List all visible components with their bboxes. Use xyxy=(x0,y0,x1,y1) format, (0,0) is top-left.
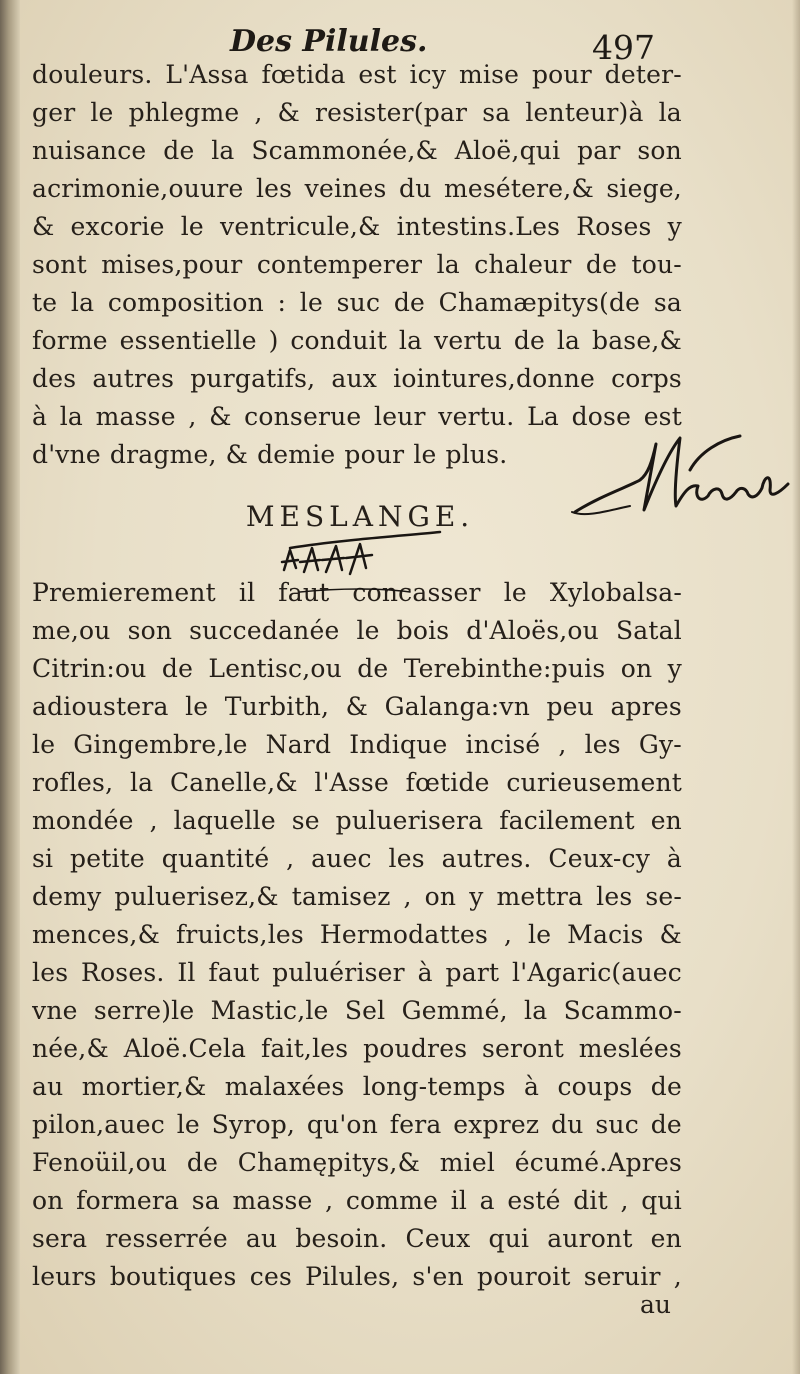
word: pour xyxy=(344,440,405,469)
word: est xyxy=(358,60,397,89)
word: ces xyxy=(249,1262,292,1291)
word: puluerisera xyxy=(335,806,484,835)
word: Scammonée,& xyxy=(251,136,438,165)
text-line xyxy=(32,958,682,996)
word: y xyxy=(667,654,682,683)
word: dragme, xyxy=(109,440,217,469)
word: purgatifs, xyxy=(190,364,316,393)
word: mortier,& xyxy=(81,1072,207,1101)
word: sa xyxy=(191,1186,220,1215)
word: le xyxy=(356,616,380,645)
word: Mastic,le xyxy=(210,996,329,1025)
word: & xyxy=(345,692,369,721)
word: Chamæpitys(de xyxy=(438,288,641,317)
word: de xyxy=(163,136,195,165)
word: d'vne xyxy=(32,440,101,469)
word: Ceux-cy xyxy=(548,844,651,873)
word: née,& xyxy=(32,1034,109,1063)
word: & xyxy=(209,402,232,431)
word: la xyxy=(129,768,154,797)
word: meslées xyxy=(578,1034,682,1063)
word: tamisez xyxy=(291,882,391,911)
word: s'en xyxy=(412,1262,464,1291)
word: dose xyxy=(571,402,632,431)
word: corps xyxy=(611,364,682,393)
running-title: Des Pilules. xyxy=(230,24,428,59)
word: : xyxy=(277,288,287,317)
catchword: au xyxy=(640,1290,672,1319)
word: fera xyxy=(389,1110,442,1139)
word: les xyxy=(388,844,425,873)
word: qu'on xyxy=(306,1110,378,1139)
text-line xyxy=(32,98,682,136)
word: comme xyxy=(345,1186,439,1215)
word: Chamępitys,& xyxy=(237,1148,421,1177)
word: fœtide xyxy=(405,768,490,797)
word: en xyxy=(650,1224,682,1253)
text-line xyxy=(32,402,682,440)
text-line xyxy=(32,1034,682,1072)
text-line xyxy=(32,1186,682,1224)
word: & xyxy=(277,98,300,127)
word: Premierement xyxy=(32,578,216,607)
word: nuisance xyxy=(32,136,147,165)
word: d'Aloës,ou xyxy=(466,616,599,645)
text-line xyxy=(32,136,682,174)
word: on xyxy=(32,1186,64,1215)
word: par xyxy=(577,136,621,165)
word: de xyxy=(513,326,546,355)
word: ger xyxy=(32,98,76,127)
word: demie xyxy=(257,440,336,469)
word: excorie xyxy=(70,212,165,241)
word: puluerisez,& xyxy=(114,882,279,911)
word: incisé xyxy=(465,730,541,759)
word: Citrin:ou xyxy=(32,654,147,683)
word: faut xyxy=(278,578,330,607)
page-number: 497 xyxy=(592,28,655,67)
word: la xyxy=(70,288,95,317)
word: Gingembre,le xyxy=(73,730,248,759)
word: masse xyxy=(232,1186,313,1215)
word: & xyxy=(659,920,682,949)
word: sont xyxy=(32,250,87,279)
word: pouroit xyxy=(477,1262,571,1291)
word: te xyxy=(32,288,58,317)
word: veines xyxy=(304,174,387,203)
word: douleurs. xyxy=(32,60,153,89)
word: mettra xyxy=(496,882,584,911)
word: le xyxy=(176,1110,200,1139)
text-line xyxy=(32,806,682,844)
word: coups xyxy=(557,1072,633,1101)
word: dit xyxy=(573,1186,608,1215)
word: demy xyxy=(32,882,102,911)
word: sa xyxy=(653,288,682,317)
word: siege, xyxy=(606,174,682,203)
word: Satal xyxy=(615,616,682,645)
word: , xyxy=(286,844,295,873)
word: aux xyxy=(331,364,378,393)
word: base,& xyxy=(591,326,682,355)
text-line xyxy=(32,212,682,250)
word: Fenoüil,ou xyxy=(32,1148,168,1177)
text-line xyxy=(32,578,682,616)
text-line xyxy=(32,692,682,730)
word: , xyxy=(188,402,197,431)
word: Syrop, xyxy=(211,1110,296,1139)
word: Il xyxy=(177,958,196,987)
word: de xyxy=(393,288,426,317)
word: , xyxy=(558,730,567,759)
word: Canelle,& xyxy=(169,768,298,797)
word: son xyxy=(127,616,173,645)
word: puluériser xyxy=(272,958,405,987)
word: contemperer xyxy=(256,250,423,279)
word: auront xyxy=(547,1224,633,1253)
word: est xyxy=(643,402,682,431)
word: & xyxy=(225,440,249,469)
word: fait,les xyxy=(260,1034,349,1063)
text-line xyxy=(32,1148,682,1186)
word: adioustera xyxy=(32,692,169,721)
body-text xyxy=(0,60,800,1360)
text-line xyxy=(32,768,682,806)
word: qui xyxy=(488,1224,530,1253)
word: resister(par xyxy=(315,98,468,127)
word: de xyxy=(357,654,389,683)
word: la xyxy=(59,402,84,431)
word: y xyxy=(667,212,682,241)
word: ) xyxy=(268,326,279,355)
word: succedanée xyxy=(189,616,340,645)
word: vne xyxy=(32,996,78,1025)
word: forme xyxy=(32,326,108,355)
word: formera xyxy=(76,1186,180,1215)
text-line xyxy=(32,288,682,326)
word: pilon,auec xyxy=(32,1110,165,1139)
word: au xyxy=(245,1224,278,1253)
word: poudres xyxy=(363,1034,468,1063)
word: plus. xyxy=(445,440,508,469)
word: pour xyxy=(531,60,592,89)
word: Scammo- xyxy=(563,996,682,1025)
word: vertu xyxy=(434,326,503,355)
word: , xyxy=(403,882,412,911)
word: icy xyxy=(409,60,447,89)
word: suc xyxy=(595,1110,639,1139)
word: mondée xyxy=(32,806,134,835)
word: acrimonie,ouure xyxy=(32,174,244,203)
word: la xyxy=(658,98,682,127)
word: les xyxy=(596,882,633,911)
word: le xyxy=(90,98,114,127)
word: masse xyxy=(95,402,176,431)
text-line xyxy=(32,996,682,1034)
word: Pilules, xyxy=(305,1262,400,1291)
word: suc xyxy=(336,288,381,317)
word: malaxées xyxy=(224,1072,345,1101)
word: de xyxy=(585,250,618,279)
text-line xyxy=(32,920,682,958)
word: l'Asse xyxy=(314,768,389,797)
word: , xyxy=(149,806,158,835)
word: mences,& xyxy=(32,920,161,949)
word: petite xyxy=(70,844,145,873)
word: exprez xyxy=(453,1110,540,1139)
word: curieusement xyxy=(506,768,682,797)
word: Indique xyxy=(349,730,448,759)
word: resserrée xyxy=(105,1224,228,1253)
word: Xylobalsa- xyxy=(549,578,682,607)
text-line xyxy=(32,326,682,364)
text-line xyxy=(32,1224,682,1262)
word: au xyxy=(32,1072,64,1101)
word: la xyxy=(436,250,460,279)
word: chaleur xyxy=(474,250,572,279)
text-line xyxy=(32,60,682,98)
word: La xyxy=(527,402,559,431)
word: me,ou xyxy=(32,616,111,645)
word: conserue xyxy=(244,402,362,431)
word: vertu. xyxy=(438,402,515,431)
word: composition xyxy=(107,288,264,317)
word: apres xyxy=(610,692,682,721)
word: fruicts,les xyxy=(175,920,304,949)
word: a xyxy=(479,1186,495,1215)
word: facilement xyxy=(499,806,635,835)
word: à xyxy=(417,958,433,987)
word: concasser xyxy=(352,578,481,607)
word: bois xyxy=(396,616,450,645)
word: de xyxy=(650,1110,682,1139)
word: , xyxy=(254,98,263,127)
word: la xyxy=(211,136,235,165)
word: du xyxy=(398,174,432,203)
word: L'Assa xyxy=(165,60,249,89)
word: se xyxy=(291,806,320,835)
word: le xyxy=(180,212,204,241)
word: son xyxy=(637,136,682,165)
word: part xyxy=(445,958,500,987)
word: les xyxy=(32,958,69,987)
word: mises,pour xyxy=(101,250,243,279)
word: le xyxy=(299,288,323,317)
word: Roses xyxy=(576,212,652,241)
word: autres xyxy=(92,364,175,393)
word: , xyxy=(673,1262,682,1291)
word: on xyxy=(424,882,457,911)
word: le xyxy=(413,440,437,469)
word: leur xyxy=(374,402,426,431)
word: Aloë,qui xyxy=(454,136,561,165)
word: le xyxy=(528,920,552,949)
word: Ceux xyxy=(405,1224,471,1253)
word: , xyxy=(325,1186,334,1215)
word: le xyxy=(503,578,527,607)
word: conduit xyxy=(290,326,388,355)
word: besoin. xyxy=(295,1224,388,1253)
word: à xyxy=(524,1072,540,1101)
word: , xyxy=(503,920,513,949)
word: l'Agaric(auec xyxy=(512,958,682,987)
word: auec xyxy=(311,844,372,873)
text-line xyxy=(32,654,682,692)
word: Turbith, xyxy=(224,692,330,721)
word: écumé.Apres xyxy=(514,1148,682,1177)
word: quantité xyxy=(161,844,270,873)
word: Lentisc,ou xyxy=(208,654,342,683)
word: sera xyxy=(32,1224,88,1253)
text-line xyxy=(32,1110,682,1148)
word: Sel xyxy=(344,996,386,1025)
text-line xyxy=(32,250,682,288)
word: le xyxy=(32,730,56,759)
word: mesétere,& xyxy=(443,174,594,203)
text-line xyxy=(32,364,682,402)
text-line xyxy=(32,174,682,212)
word: Galanga:vn xyxy=(384,692,530,721)
word: laquelle xyxy=(173,806,276,835)
word: Gy- xyxy=(638,730,682,759)
word: deter- xyxy=(604,60,682,89)
text-line xyxy=(32,730,682,768)
word: , xyxy=(620,1186,629,1215)
word: à xyxy=(32,402,48,431)
word: qui xyxy=(641,1186,682,1215)
word: long-temps xyxy=(362,1072,506,1101)
word: on xyxy=(620,654,653,683)
word: phlegme xyxy=(128,98,240,127)
word: il xyxy=(238,578,256,607)
word: Hermodattes xyxy=(319,920,488,949)
word: les xyxy=(255,174,293,203)
word: iointures,donne xyxy=(393,364,596,393)
word: leurs xyxy=(32,1262,97,1291)
word: miel xyxy=(439,1148,496,1177)
word: la xyxy=(524,996,548,1025)
word: essentielle xyxy=(119,326,257,355)
word: de xyxy=(186,1148,219,1177)
word: mise xyxy=(459,60,520,89)
text-line xyxy=(32,1072,682,1110)
word: Gemmé, xyxy=(401,996,508,1025)
word: intestins.Les xyxy=(396,212,561,241)
word: des xyxy=(32,364,77,393)
word: lenteur)à xyxy=(525,98,644,127)
word: il xyxy=(450,1186,468,1215)
word: de xyxy=(650,1072,682,1101)
word: autres. xyxy=(441,844,532,873)
text-line xyxy=(32,844,682,882)
word: la xyxy=(398,326,423,355)
word: ventricule,& xyxy=(220,212,381,241)
word: seruir xyxy=(583,1262,661,1291)
word: y xyxy=(469,882,484,911)
text-line xyxy=(32,1262,682,1300)
word: seront xyxy=(482,1034,564,1063)
word: serre)le xyxy=(93,996,195,1025)
text-line-last xyxy=(32,440,682,478)
word: boutiques xyxy=(109,1262,237,1291)
word: de xyxy=(161,654,194,683)
word: du xyxy=(551,1110,584,1139)
word: fœtida xyxy=(261,60,346,89)
word: faut xyxy=(208,958,260,987)
word: peu xyxy=(546,692,594,721)
word: en xyxy=(650,806,682,835)
word: Nard xyxy=(265,730,332,759)
text-line xyxy=(32,882,682,920)
word: sa xyxy=(482,98,511,127)
word: tou- xyxy=(631,250,682,279)
word: les xyxy=(584,730,621,759)
word: & xyxy=(32,212,55,241)
text-line xyxy=(32,616,682,654)
word: si xyxy=(32,844,54,873)
word: Macis xyxy=(567,920,644,949)
word: esté xyxy=(507,1186,561,1215)
word: la xyxy=(556,326,581,355)
word: rofles, xyxy=(32,768,114,797)
word: le xyxy=(185,692,209,721)
word: Aloë.Cela xyxy=(123,1034,247,1063)
word: Roses. xyxy=(81,958,165,987)
word: à xyxy=(666,844,682,873)
word: se- xyxy=(645,882,682,911)
word: Terebinthe:puis xyxy=(403,654,606,683)
section-heading: MESLANGE. xyxy=(245,500,475,533)
